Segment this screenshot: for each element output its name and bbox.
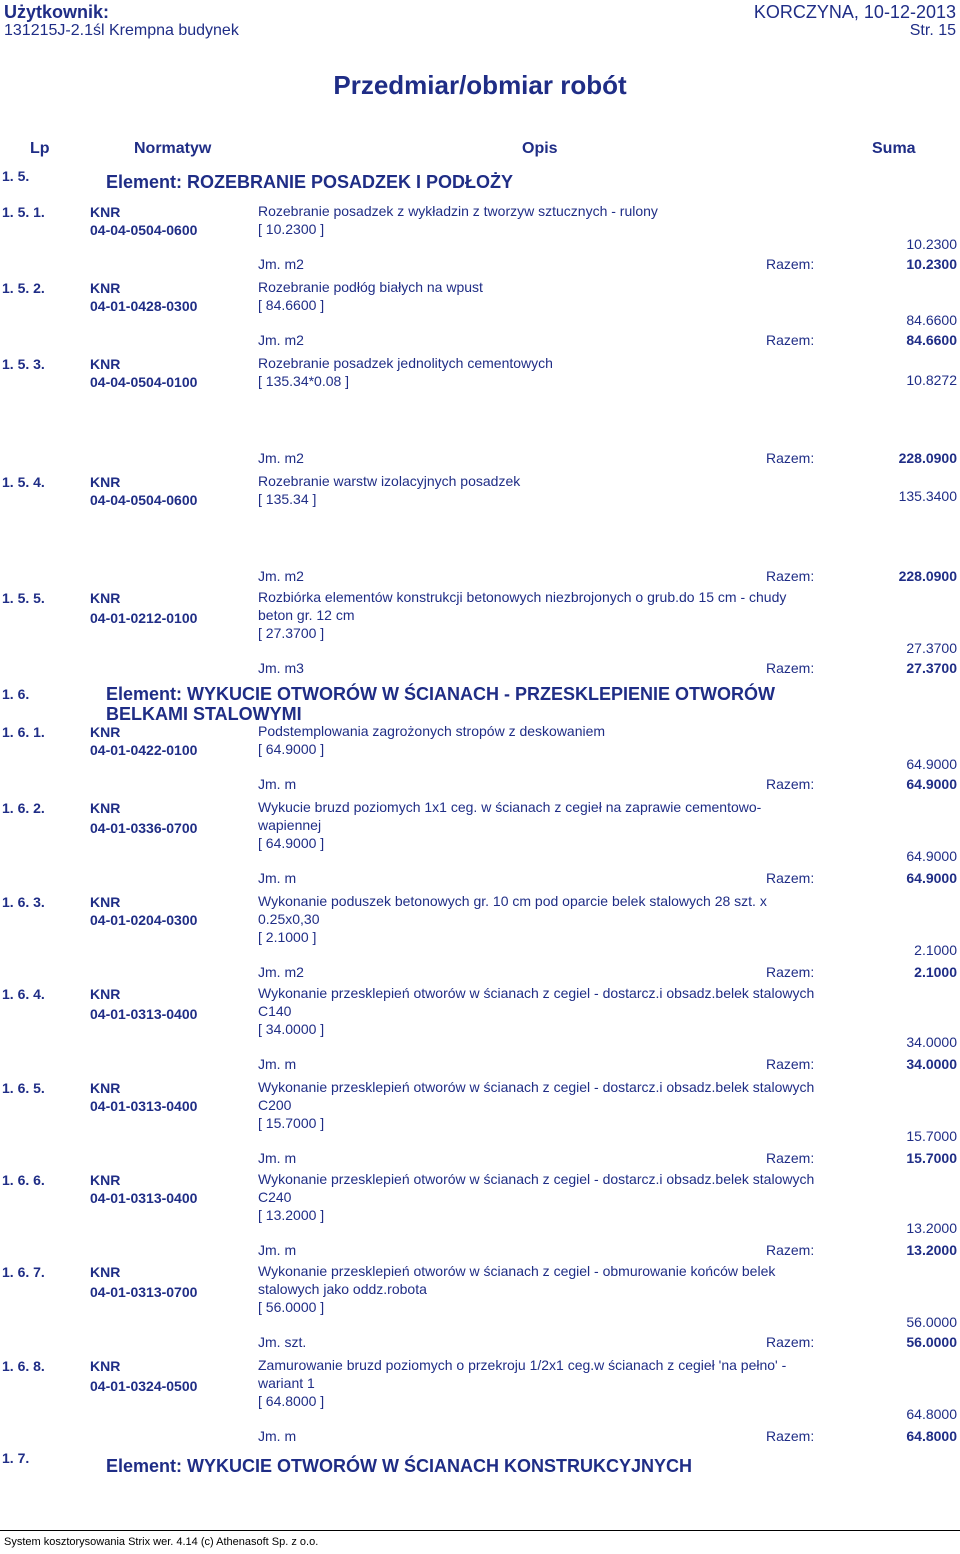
item-code: 04-04-0504-0600	[90, 492, 198, 508]
item-unit: Jm. szt.	[258, 1334, 307, 1350]
item-code: 04-01-0313-0400	[90, 1098, 198, 1114]
column-normatyw: Normatyw	[134, 140, 212, 157]
item-description: Wykonanie przesklepień otworów w ścianach z cegiel - dostarcz.i obsadz.belek stalowych C200	[258, 1079, 815, 1113]
item-lp: 1. 6. 8.	[2, 1358, 45, 1374]
item-unit: Jm. m2	[258, 450, 304, 466]
item-calc: [ 135.34 ]	[258, 491, 317, 507]
item-knr: KNR	[90, 474, 121, 490]
page-title: Przedmiar/obmiar robót	[333, 70, 627, 100]
item-code: 04-01-0204-0300	[90, 912, 198, 928]
element-lp: 1. 5.	[2, 168, 30, 184]
item-calc: [ 10.2300 ]	[258, 221, 325, 237]
razem-label: Razem:	[766, 964, 815, 980]
item-knr: KNR	[90, 590, 121, 606]
item-code: 04-01-0212-0100	[90, 610, 198, 626]
razem-label: Razem:	[766, 1242, 815, 1258]
location-date: KORCZYNA, 10-12-2013	[753, 2, 956, 22]
item-lp: 1. 6. 1.	[2, 724, 45, 740]
item-knr: KNR	[90, 1080, 121, 1096]
item-total: 84.6600	[906, 332, 957, 348]
item-calc: [ 13.2000 ]	[258, 1207, 325, 1223]
project-name: 131215J-2.1śl Krempna budynek	[4, 22, 239, 39]
item-value: 135.3400	[898, 488, 957, 504]
item-lp: 1. 5. 2.	[2, 280, 45, 296]
item-lp: 1. 6. 3.	[2, 894, 45, 910]
footer-divider	[0, 1530, 960, 1531]
item-description: Rozbiórka elementów konstrukcji betonowych niezbrojonych o grub.do 15 cm - chudy beton gr. 12 cm	[258, 589, 787, 623]
item-total: 27.3700	[906, 660, 957, 676]
item-unit: Jm. m	[258, 1242, 297, 1258]
item-unit: Jm. m	[258, 870, 297, 886]
element-lp: 1. 6.	[2, 686, 30, 702]
item-code: 04-01-0422-0100	[90, 742, 198, 758]
item-description: Wykonanie poduszek betonowych gr. 10 cm pod oparcie belek stalowych 28 szt. x 0.25x0,30	[258, 893, 767, 927]
item-description: Rozebranie posadzek z wykładzin z tworzyw sztucznych - rulony	[258, 203, 658, 219]
item-knr: KNR	[90, 1264, 121, 1280]
item-lp: 1. 5. 5.	[2, 590, 45, 606]
item-code: 04-01-0313-0400	[90, 1006, 198, 1022]
item-knr: KNR	[90, 986, 121, 1002]
item-unit: Jm. m2	[258, 964, 304, 980]
element-lp: 1. 7.	[2, 1450, 30, 1466]
item-knr: KNR	[90, 800, 121, 816]
item-value: 13.2000	[906, 1220, 957, 1236]
razem-label: Razem:	[766, 1334, 815, 1350]
item-calc: [ 15.7000 ]	[258, 1115, 325, 1131]
item-description: Rozebranie posadzek jednolitych cementowych	[258, 355, 553, 371]
item-unit: Jm. m2	[258, 256, 304, 272]
item-unit: Jm. m	[258, 1056, 297, 1072]
item-lp: 1. 6. 6.	[2, 1172, 45, 1188]
item-calc: [ 27.3700 ]	[258, 625, 325, 641]
razem-label: Razem:	[766, 1150, 815, 1166]
item-total: 56.0000	[906, 1334, 957, 1350]
item-value: 64.8000	[906, 1406, 957, 1422]
item-value: 10.8272	[906, 372, 957, 388]
item-unit: Jm. m	[258, 1428, 297, 1444]
item-value: 56.0000	[906, 1314, 957, 1330]
column-lp: Lp	[30, 140, 50, 157]
item-lp: 1. 5. 1.	[2, 204, 45, 220]
element-heading: Element: WYKUCIE OTWORÓW W ŚCIANACH KONSTRUKCYJNYCH	[106, 1456, 693, 1476]
razem-label: Razem:	[766, 870, 815, 886]
item-total: 10.2300	[906, 256, 957, 272]
item-calc: [ 56.0000 ]	[258, 1299, 325, 1315]
item-description: Wykonanie przesklepień otworów w ścianach z cegiel - obmurowanie końców belek stalowych jako oddz.robota	[258, 1263, 776, 1297]
item-description: Wykonanie przesklepień otworów w ścianach z cegiel - dostarcz.i obsadz.belek stalowych C240	[258, 1171, 815, 1205]
item-total: 228.0900	[898, 568, 957, 584]
item-value: 15.7000	[906, 1128, 957, 1144]
user-label: Użytkownik:	[4, 2, 110, 22]
column-suma: Suma	[872, 140, 916, 157]
item-knr: KNR	[90, 356, 121, 372]
item-total: 2.1000	[914, 964, 957, 980]
razem-label: Razem:	[766, 776, 815, 792]
razem-label: Razem:	[766, 1056, 815, 1072]
item-description: Zamurowanie bruzd poziomych o przekroju 1/2x1 ceg.w ścianach z cegieł 'na pełno' - wariant 1	[258, 1357, 787, 1391]
razem-label: Razem:	[766, 332, 815, 348]
item-value: 27.3700	[906, 640, 957, 656]
razem-label: Razem:	[766, 256, 815, 272]
item-description: Rozebranie warstw izolacyjnych posadzek	[258, 473, 521, 489]
item-total: 34.0000	[906, 1056, 957, 1072]
item-unit: Jm. m	[258, 1150, 297, 1166]
page-number: Str. 15	[909, 22, 956, 39]
element-heading: Element: ROZEBRANIE POSADZEK I PODŁOŻY	[106, 172, 514, 192]
item-knr: KNR	[90, 1172, 121, 1188]
item-total: 228.0900	[898, 450, 957, 466]
item-lp: 1. 6. 4.	[2, 986, 45, 1002]
item-code: 04-01-0313-0700	[90, 1284, 198, 1300]
razem-label: Razem:	[766, 450, 815, 466]
item-knr: KNR	[90, 280, 121, 296]
item-calc: [ 84.6600 ]	[258, 297, 325, 313]
item-value: 2.1000	[914, 942, 957, 958]
item-value: 34.0000	[906, 1034, 957, 1050]
item-lp: 1. 6. 7.	[2, 1264, 45, 1280]
column-opis: Opis	[522, 140, 558, 157]
item-knr: KNR	[90, 724, 121, 740]
item-lp: 1. 5. 3.	[2, 356, 45, 372]
item-value: 64.9000	[906, 848, 957, 864]
item-calc: [ 34.0000 ]	[258, 1021, 325, 1037]
element-heading: Element: WYKUCIE OTWORÓW W ŚCIANACH - PRZESKLEPIENIE OTWORÓW BELKAMI STALOWYMI	[106, 684, 775, 724]
item-unit: Jm. m2	[258, 332, 304, 348]
item-description: Wykonanie przesklepień otworów w ścianach z cegiel - dostarcz.i obsadz.belek stalowych C140	[258, 985, 815, 1019]
item-code: 04-04-0504-0600	[90, 222, 198, 238]
item-value: 84.6600	[906, 312, 957, 328]
item-knr: KNR	[90, 894, 121, 910]
item-calc: [ 64.8000 ]	[258, 1393, 325, 1409]
item-unit: Jm. m3	[258, 660, 304, 676]
item-code: 04-01-0336-0700	[90, 820, 198, 836]
item-calc: [ 135.34*0.08 ]	[258, 373, 350, 389]
item-unit: Jm. m2	[258, 568, 304, 584]
item-lp: 1. 5. 4.	[2, 474, 45, 490]
footer-text: System kosztorysowania Strix wer. 4.14 (c) Athenasoft Sp. z o.o.	[4, 1536, 319, 1548]
item-total: 64.9000	[906, 776, 957, 792]
item-calc: [ 64.9000 ]	[258, 741, 325, 757]
item-description: Podstemplowania zagrożonych stropów z deskowaniem	[258, 723, 606, 739]
razem-label: Razem:	[766, 660, 815, 676]
razem-label: Razem:	[766, 568, 815, 584]
item-total: 64.8000	[906, 1428, 957, 1444]
item-calc: [ 2.1000 ]	[258, 929, 317, 945]
item-calc: [ 64.9000 ]	[258, 835, 325, 851]
item-value: 64.9000	[906, 756, 957, 772]
item-knr: KNR	[90, 1358, 121, 1374]
item-value: 10.2300	[906, 236, 957, 252]
item-code: 04-01-0324-0500	[90, 1378, 198, 1394]
item-description: Wykucie bruzd poziomych 1x1 ceg. w ścianach z cegieł na zaprawie cementowo-wapiennej	[258, 799, 762, 833]
item-knr: KNR	[90, 204, 121, 220]
item-lp: 1. 6. 2.	[2, 800, 45, 816]
item-description: Rozebranie podłóg białych na wpust	[258, 279, 483, 295]
razem-label: Razem:	[766, 1428, 815, 1444]
item-lp: 1. 6. 5.	[2, 1080, 45, 1096]
item-total: 64.9000	[906, 870, 957, 886]
item-code: 04-04-0504-0100	[90, 374, 198, 390]
item-unit: Jm. m	[258, 776, 297, 792]
item-code: 04-01-0428-0300	[90, 298, 198, 314]
item-total: 15.7000	[906, 1150, 957, 1166]
item-code: 04-01-0313-0400	[90, 1190, 198, 1206]
item-total: 13.2000	[906, 1242, 957, 1258]
